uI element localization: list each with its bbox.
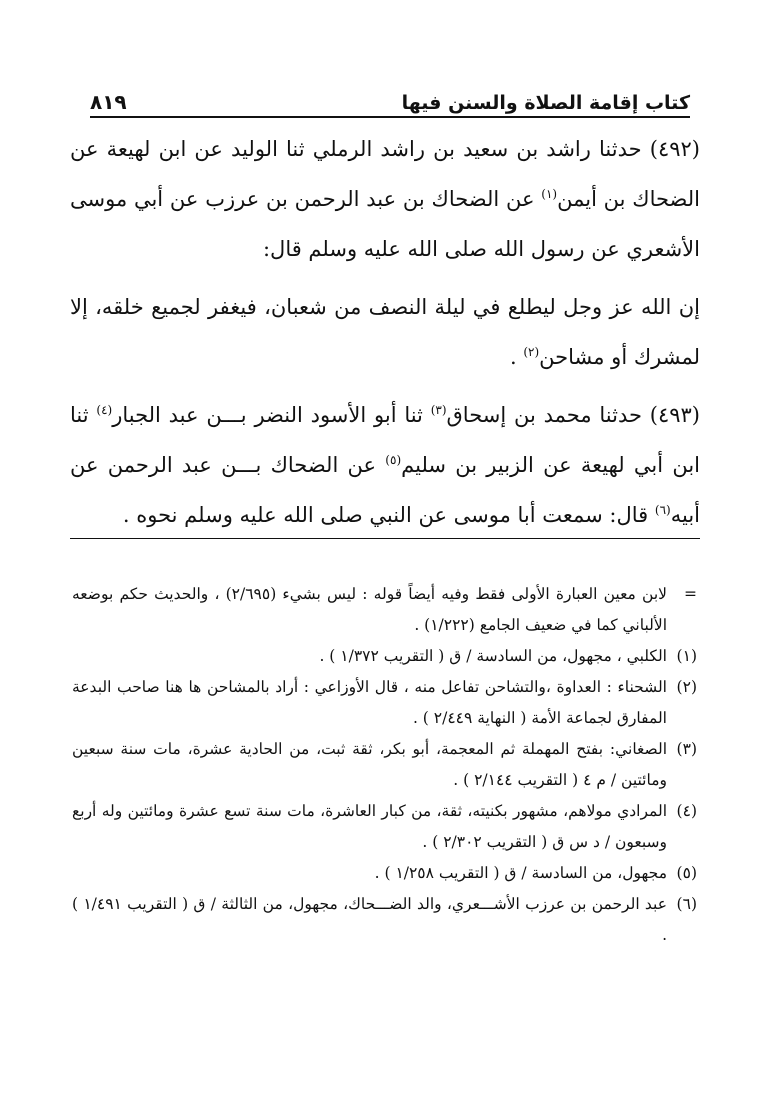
footnote-text: الصغاني: بفتح المهملة ثم المعجمة، أبو بكر، ثقة ثبت، من الحادية عشرة، مات سنة سبعين ومائتين / م ٤ ( التقريب ٢/١٤٤ ) . (72, 740, 667, 789)
text-line: أبي موسى الأشعري عن رسول الله صلى الله عليه وسلم قال: (70, 187, 700, 261)
footnote-text: مجهول، من السادسة / ق ( التقريب ١/٢٥٨ ) . (374, 864, 667, 882)
footnote-4 (72, 796, 697, 858)
hadith-matn (70, 282, 700, 382)
text-line: لهيعة عن الضحاك بن أيمن (70, 137, 700, 211)
footnote-3 (72, 734, 697, 796)
text-line: (٤٩٣) حدثنا محمد بن إسحاق (446, 403, 700, 427)
footnote-ref-1[interactable]: (١) (541, 187, 558, 201)
footnote-1 (72, 641, 697, 672)
running-title: كتاب إقامة الصلاة والسنن فيها (401, 92, 690, 114)
footnote-mark: (٤) (676, 802, 697, 820)
text-line: عن الضحاك بـــن (221, 453, 386, 477)
footnotes (72, 579, 697, 951)
text-line: (٤٩٢) حدثنا راشد بن سعيد بن راشد الرملي ثنا الوليد عن ابن (158, 137, 700, 161)
footnote-mark: (٢) (676, 678, 697, 696)
text-line: إن الله عز وجل ليطلع في ليلة النصف من شعبان، فيغفر لجميع (151, 295, 700, 319)
main-text (70, 124, 700, 540)
hadith-492 (70, 124, 700, 274)
text-line: ثنا ابن أبي لهيعة عن الزبير بن سليم (70, 403, 700, 477)
text-line: قال: سمعت أبا موسى عن النبي صلى الله عليه (239, 503, 655, 527)
footnote-text: المرادي مولاهم، مشهور بكنيته، ثقة، من كبار العاشرة، مات سنة تسع عشرة ومائتين وله أربع وسبعون / د س ق ( التقريب ٢/٣٠٢ ) . (72, 802, 667, 851)
footnote-text: الشحناء : العداوة ،والتشاحن تفاعل منه ، قال الأوزاعي : أراد بالمشاحن ها هنا صاحب البدعة المفارق لجماعة الأمة ( النهاية ٢/٤٤٩ ) . (72, 678, 667, 727)
footnote-ref-2[interactable]: (٢) (523, 345, 540, 359)
footnote-mark: (١) (676, 647, 697, 665)
footnote-ref-6[interactable]: (٦) (654, 503, 671, 517)
text-line: . (509, 345, 524, 369)
footnote-separator (70, 538, 700, 539)
footnote-continued (72, 579, 697, 641)
footnote-5 (72, 858, 697, 889)
text-line: عن الضحاك بن عبد الرحمن بن عرزب عن (169, 187, 542, 211)
header-rule (90, 116, 690, 118)
text-line: ثنا أبو الأسود النضر بـــن (206, 403, 431, 427)
footnote-text: لابن معين العبارة الأولى فقط وفيه أيضاً قوله : ليس بشيء (٢/٦٩٥) ، والحديث حكم بوضعه الألباني كما في ضعيف الجامع (١/٢٢٢) . (72, 585, 667, 634)
hadith-493 (70, 390, 700, 540)
footnote-ref-5[interactable]: (٥) (385, 453, 402, 467)
footnote-text: عبد الرحمن بن عرزب الأشـــعري، والد الضـــحاك، مجهول، من الثالثة / ق ( التقريب ١/٤٩١ ) . (72, 895, 667, 944)
footnote-ref-4[interactable]: (٤) (96, 403, 113, 417)
footnote-6 (72, 889, 697, 951)
footnote-mark: (٦) (676, 895, 697, 913)
footnote-mark: (٣) (676, 740, 697, 758)
running-header (90, 84, 690, 114)
footnote-ref-3[interactable]: (٣) (430, 403, 447, 417)
text-line: خلقه، إلا لمشرك أو مشاحن (70, 295, 700, 369)
footnote-2 (72, 672, 697, 734)
text-line: عبد الرحمن عن أبيه (70, 453, 700, 527)
footnote-text: الكلبي ، مجهول، من السادسة / ق ( التقريب ١/٣٧٢ ) . (319, 647, 667, 665)
page-number: ٨١٩ (90, 90, 127, 114)
footnote-mark: = (684, 585, 697, 603)
text-line: وسلم نحوه . (122, 503, 233, 527)
footnote-mark: (٥) (676, 864, 697, 882)
text-line: عبد الجبار (112, 403, 199, 427)
